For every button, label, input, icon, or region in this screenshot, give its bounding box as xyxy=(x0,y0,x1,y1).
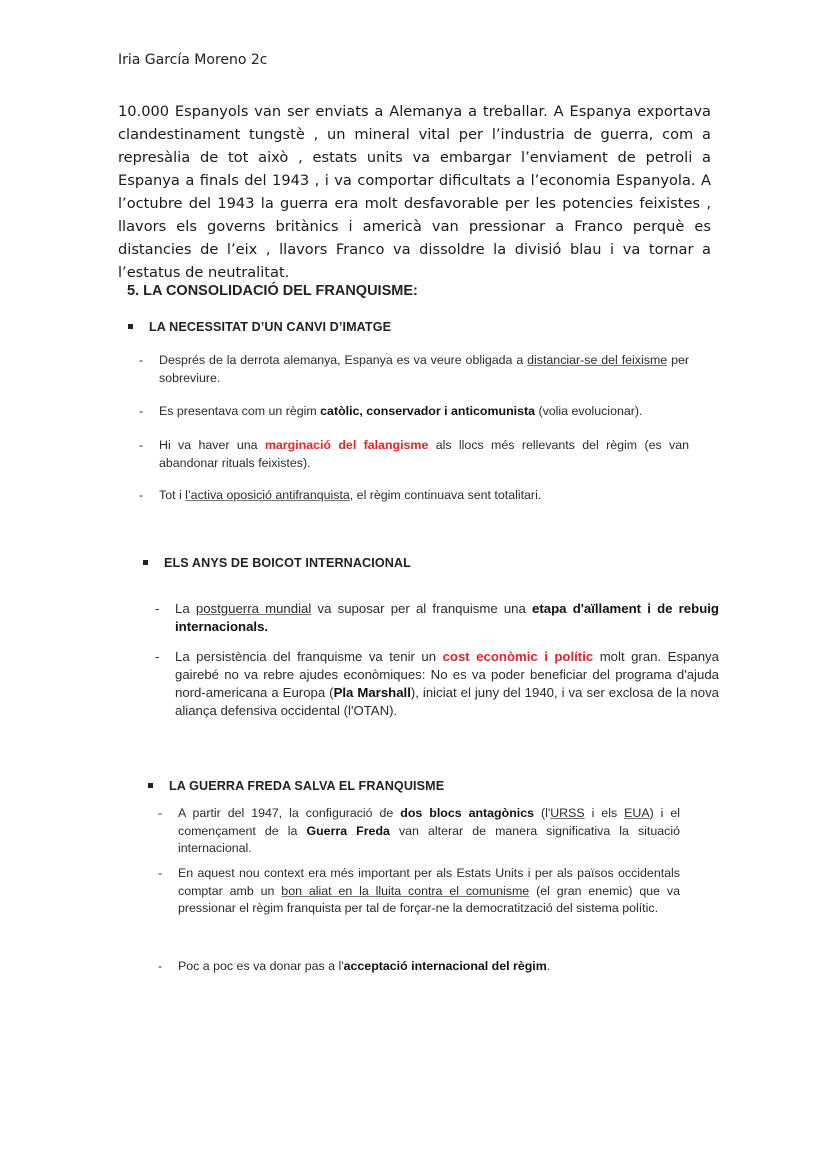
subsection-heading-1 xyxy=(128,320,391,334)
item-text: . xyxy=(546,959,551,973)
item-text: ), iniciat el juny del 1940, i va ser exclosa de la nova aliança defensiva occidental (l'OTAN). xyxy=(175,685,719,718)
dash-bullet: - xyxy=(139,353,144,367)
bullet-square-icon xyxy=(128,324,133,329)
subsection-title-3: LA GUERRA FREDA SALVA EL FRANQUISME xyxy=(169,779,445,793)
list-item xyxy=(139,487,699,505)
item-red-bold: marginació del falangisme xyxy=(264,438,429,452)
subsection-heading-3 xyxy=(148,779,444,793)
list-item xyxy=(155,648,719,720)
bullet-square-icon xyxy=(143,560,148,565)
item-text: Es presentava com un règim xyxy=(159,404,321,418)
item-text: La persistència del franquisme va tenir un xyxy=(175,649,443,664)
item-underline: EUA xyxy=(624,806,650,820)
section-title: 5. LA CONSOLIDACIÓ DEL FRANQUISME: xyxy=(127,283,418,299)
list-item xyxy=(155,600,719,636)
item-bold: Pla Marshall xyxy=(333,685,411,700)
item-text: ) i el començament de la xyxy=(178,806,681,838)
dash-bullet: - xyxy=(139,404,144,418)
list-item xyxy=(158,865,680,918)
item-text: (volia evolucionar). xyxy=(535,404,643,418)
dash-bullet: - xyxy=(155,649,160,664)
item-text: als llocs més rellevants del règim (es van abandonar rituals feixistes). xyxy=(159,438,690,470)
subsection-title-2: ELS ANYS DE BOICOT INTERNACIONAL xyxy=(164,556,411,570)
bullet-square-icon xyxy=(148,783,153,788)
dash-bullet: - xyxy=(158,959,163,973)
item-text: van alterar de manera significativa la situació internacional. xyxy=(178,823,680,855)
dash-bullet: - xyxy=(139,438,144,452)
list-item xyxy=(139,403,699,421)
list-item xyxy=(139,352,689,387)
item-underline: URSS xyxy=(550,806,585,820)
item-text: Hi va haver una xyxy=(159,438,265,452)
item-bold: dos blocs antagònics xyxy=(400,806,534,820)
item-text: per sobreviure. xyxy=(159,353,689,385)
item-bold: Guerra Freda xyxy=(306,823,390,838)
subsection-title-1: LA NECESSITAT D’UN CANVI D’IMATGE xyxy=(149,320,392,334)
item-bold: catòlic, conservador i anticomunista xyxy=(320,404,535,418)
item-text: En aquest nou context era més important per als Estats Units i per als països occidentals comptar amb un xyxy=(178,866,680,898)
item-text: (el gran enemic) que va pressionar el règim franquista per tal de forçar-ne la democratització del sistema polític. xyxy=(178,883,680,915)
item-underline: bon aliat en la lluita contra el comunisme xyxy=(281,883,530,898)
item-text: molt gran. Espanya gairebé no va rebre ajudes econòmiques: No es va poder beneficiar del programa d'ajuda nord-americana a Europa ( xyxy=(175,649,719,700)
list-item xyxy=(139,437,690,472)
item-text: Poc a poc es va donar pas a l' xyxy=(178,959,344,973)
intro-paragraph: 10.000 Espanyols van ser enviats a Alemanya a treballar. A Espanya exportava clandestinament tungstè , un mineral vital per l’industria de guerra, com a represàlia de tot això , estats units va embargar l’enviament de petroli a Espanya a finals del 1943 , i va comportar dificultats a l’economia Espanyola. A l’octubre del 1943 la guerra era molt desfavorable per les potencies feixistes , llavors els governs britànics i americà van pressionar a Franco perquè es distancies de l’eix , llavors Franco va dissoldre la divisió blau i va tornar a l’estatus de neutralitat. xyxy=(118,103,711,281)
item-text: , el règim continuava sent totalitari. xyxy=(349,488,542,502)
item-underline: distanciar-se del feixisme xyxy=(527,353,668,367)
list-item xyxy=(158,958,680,976)
item-red-bold: cost econòmic i polític xyxy=(442,649,594,664)
list-item xyxy=(158,805,681,858)
item-text: Després de la derrota alemanya, Espanya es va veure obligada a xyxy=(159,353,528,367)
dash-bullet: - xyxy=(155,601,160,616)
item-text: i els xyxy=(584,806,625,820)
item-text: Tot i xyxy=(159,488,186,502)
item-text: A partir del 1947, la configuració de xyxy=(178,806,401,820)
item-underline: postguerra mundial xyxy=(195,601,312,616)
subsection-heading-2 xyxy=(143,556,411,570)
item-bold: acceptació internacional del règim xyxy=(343,959,547,973)
item-bold: etapa d'aïllament i de rebuig internacionals. xyxy=(175,601,719,634)
dash-bullet: - xyxy=(158,806,163,820)
item-text: (l' xyxy=(534,806,551,820)
author-name: Iria García Moreno 2c xyxy=(118,52,268,68)
item-text: La xyxy=(175,601,196,616)
dash-bullet: - xyxy=(158,866,163,880)
item-text: va suposar per al franquisme una xyxy=(311,601,533,616)
dash-bullet: - xyxy=(139,488,144,502)
item-underline: l’activa oposició antifranquista xyxy=(185,488,350,502)
